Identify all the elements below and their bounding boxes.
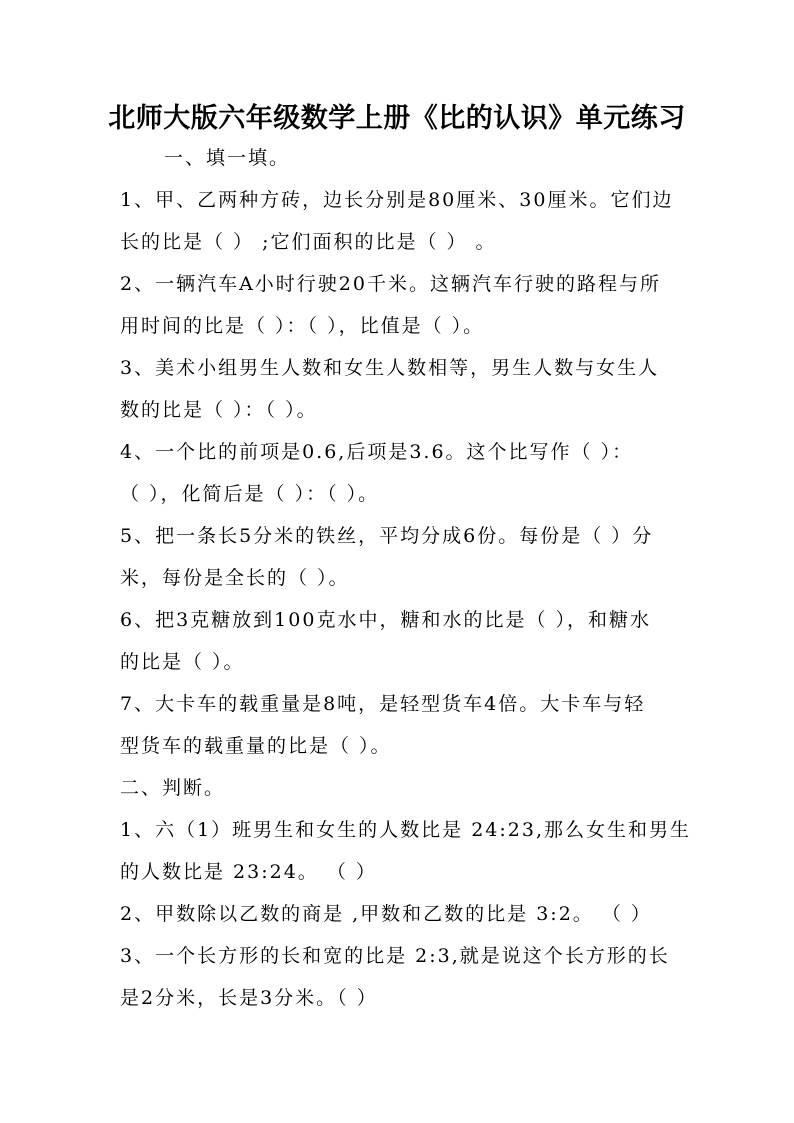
question-line: 用时间的比是（ ）：（ ），比值是（ ）。 [120,315,485,337]
question-line: 1、甲、乙两种方砖，边长分别是80厘米、30厘米。它们边 [120,189,674,211]
question-line: 的人数比是 23:24。 （ ） [120,861,377,883]
section-heading-fill-in: 一、填一填。 [164,147,291,169]
question-line: 2、一辆汽车A小时行驶20千米。这辆汽车行驶的路程与所 [120,273,661,295]
question-line: 米，每份是全长的（ ）。 [120,567,350,589]
question-line: 5、把一条长5分米的铁丝，平均分成6份。每份是（ ）分 [120,525,654,547]
question-line: 长的比是（ ） ;它们面积的比是（ ） 。 [120,231,497,253]
section-heading-judge: 二、判断。 [120,777,226,799]
question-line: 3、美术小组男生人数和女生人数相等，男生人数与女生人 [120,357,660,379]
question-line: 7、大卡车的载重量是8吨，是轻型货车4倍。大卡车与轻 [120,693,646,715]
question-line: 6、把3克糖放到100克水中，糖和水的比是（ ），和糖水 [120,609,651,631]
question-line: 是2分米，长是3分米。（ ） [120,987,378,1009]
question-line: 的比是（ ）。 [120,651,245,673]
document-title: 北师大版六年级数学上册《比的认识》单元练习 [108,103,686,134]
question-line: 2、甲数除以乙数的商是 ,甲数和乙数的比是 3:2。 （ ） [120,903,652,925]
question-line: 数的比是（ ）：（ ）。 [120,399,318,421]
question-line: 型货车的载重量的比是（ ）。 [120,735,392,757]
question-line: 4、一个比的前项是0.6,后项是3.6。这个比写作（ ）： [120,441,634,463]
question-line: 3、一个长方形的长和宽的比是 2:3,就是说这个长方形的长 [120,945,670,967]
question-line: 1、六（1）班男生和女生的人数比是 24:23,那么女生和男生 [120,819,692,841]
question-line: （ ），化简后是（ ）：（ ）。 [120,483,380,505]
